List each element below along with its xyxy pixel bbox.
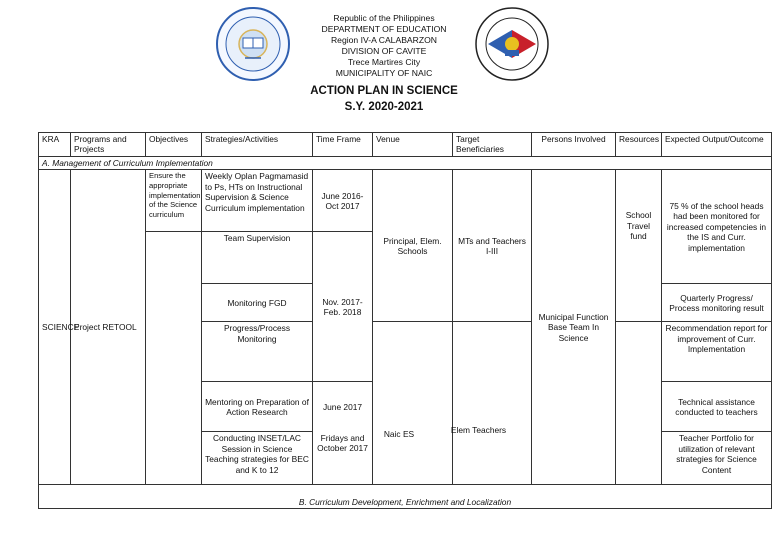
col-header: Target Beneficiaries <box>453 133 532 157</box>
activity-cell: Team Supervision <box>202 232 313 284</box>
output-cell: 75 % of the school heads had been monitored for increased competencies in the IS and Curr. implementation <box>662 170 772 284</box>
col-header: Objectives <box>146 133 202 157</box>
col-header: Resources <box>616 133 662 157</box>
activity-cell: Monitoring FGD <box>202 284 313 322</box>
header-deped: DEPARTMENT OF EDUCATION <box>321 24 447 34</box>
header-municipality: MUNICIPALITY OF NAIC <box>335 68 433 78</box>
header-row <box>39 133 772 157</box>
col-header: Time Frame <box>313 133 373 157</box>
output-cell: Technical assistance conducted to teachers <box>662 382 772 432</box>
school-year: S.Y. 2020-2021 <box>344 101 424 113</box>
section-a-heading: A. Management of Curriculum Implementation <box>39 157 772 170</box>
time-frame-cell: June 2016- Oct 2017 <box>313 170 373 232</box>
activity-cell: Weekly Oplan Pagmamasid to Ps, HTs on Instructional Supervision & Science Curriculum implementation <box>202 170 313 232</box>
header-city: Trece Martires City <box>347 57 421 67</box>
objective-cell: Ensure the appropriate implementation of the Science curriculum <box>146 170 202 232</box>
time-frame-cell: Nov. 2017- Feb. 2018 <box>313 232 373 382</box>
time-frame-cell: June 2017 <box>313 382 373 432</box>
col-header: KRA <box>39 133 71 157</box>
persons-cell: Municipal Function Base Team In Science <box>532 170 616 485</box>
time-frame-cell: Fridays and October 2017 <box>313 432 373 485</box>
beneficiary-elem-teachers: Elem Teachers <box>450 425 507 435</box>
venue-naic-es: Naic ES <box>383 429 415 439</box>
header-republic: Republic of the Philippines <box>333 13 435 23</box>
activity-cell: Progress/Process Monitoring <box>202 322 313 382</box>
col-header: Strategies/Activities <box>202 133 313 157</box>
resources-cell: School Travel fund <box>616 170 662 322</box>
activity-cell: Conducting INSET/LAC Session in Science Teaching strategies for BEC and K to 12 <box>202 432 313 485</box>
col-header: Persons Involved <box>532 133 616 157</box>
header-division: DIVISION OF CAVITE <box>341 46 427 56</box>
action-plan-table <box>38 132 772 509</box>
program-cell: Project RETOOL <box>71 170 146 485</box>
activity-cell: Mentoring on Preparation of Action Research <box>202 382 313 432</box>
output-cell: Teacher Portfolio for utilization of relevant strategies for Science Content <box>662 432 772 485</box>
document-title: ACTION PLAN IN SCIENCE <box>310 85 458 97</box>
section-b-heading: B. Curriculum Development, Enrichment and Localization <box>39 485 772 509</box>
col-header: Programs and Projects <box>71 133 146 157</box>
output-cell: Quarterly Progress/ Process monitoring result <box>662 284 772 322</box>
output-cell: Recommendation report for improvement of Curr. Implementation <box>662 322 772 382</box>
venue-cell: Principal, Elem. Schools <box>373 170 453 322</box>
beneficiary-cell: MTs and Teachers I-III <box>453 170 532 322</box>
kra-cell: SCIENCE <box>39 170 71 485</box>
col-header: Expected Output/Outcome <box>662 133 772 157</box>
col-header: Venue <box>373 133 453 157</box>
header-region: Region IV-A CALABARZON <box>330 35 438 45</box>
